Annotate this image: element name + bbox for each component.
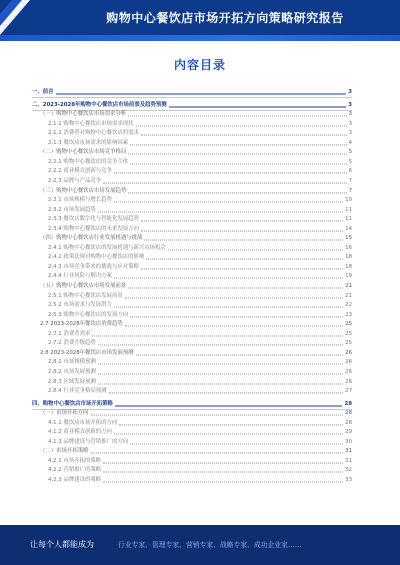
toc-entry[interactable] [48,206,352,215]
toc-entry-text: 4.1.3 品牌建设与营销推广的方向 [48,438,129,445]
toc-page-number: 6 [348,168,352,175]
dot-leader [103,472,343,473]
toc-entry[interactable] [48,225,352,234]
toc-entry[interactable] [48,215,352,224]
toc-entry[interactable] [32,88,352,97]
dot-leader [119,424,343,425]
toc-page-number: 18 [345,263,352,270]
dot-leader [56,94,347,95]
header-accent-band [0,35,400,41]
toc-page-number: 3 [348,89,352,95]
toc-entry[interactable] [48,263,352,272]
toc-page-number: 25 [345,330,352,337]
dot-leader [130,144,346,145]
toc-entry[interactable] [48,120,352,129]
toc-entry-text: 2.4.4 行业风险与解决方案 [48,273,112,280]
toc-entry[interactable] [48,339,352,348]
dot-leader [130,163,346,164]
toc-entry[interactable] [48,387,352,396]
toc-entry[interactable] [48,167,352,176]
toc-page-number: 26 [345,378,352,385]
toc-entry-text: （五）购物中心餐饮店市场发展前景 [40,283,127,289]
toc-entry-text: （四）购物中心餐饮店行业发展机遇与挑战 [40,235,143,242]
dot-leader [128,192,346,193]
footer-bar [0,525,400,565]
toc-page-number: 22 [345,302,352,309]
toc-entry-text: 2.7.1 消费者需求 [48,330,91,337]
toc-page-number: 29 [345,429,352,436]
toc-page-number: 26 [345,359,352,366]
toc-entry[interactable] [48,330,352,339]
toc-page-number: 3 [348,120,352,127]
toc-page-number: 3 [348,130,352,137]
toc-entry-text: 2.7.2 消费升级趋势 [48,340,96,347]
dot-leader [130,316,343,317]
toc-entry[interactable] [48,428,352,437]
toc-page-number: 26 [345,368,352,375]
dot-leader [136,125,347,126]
toc-page-number: 31 [345,448,352,455]
toc-entry[interactable] [40,349,352,358]
toc-entry[interactable] [48,476,352,485]
toc-entry-text: 2.3.2 市场发展趋势 [48,206,96,213]
toc-entry-text: 2.8.2 市场发展预测 [48,368,96,375]
toc-page-number: 31 [345,457,352,464]
dot-leader [103,482,343,483]
dot-leader [146,259,343,260]
toc-entry[interactable] [48,368,352,377]
toc-entry[interactable] [32,101,352,110]
dot-leader [114,278,343,279]
toc-page-number: 30 [345,438,352,445]
toc-entry[interactable] [48,244,352,253]
toc-entry[interactable] [48,438,352,447]
toc-entry[interactable] [48,358,352,367]
toc-page-number: 27 [345,388,352,395]
section-rule [32,97,352,98]
dot-leader [98,345,343,346]
toc-entry[interactable] [48,177,352,186]
toc-page-number: 3 [348,101,352,108]
toc-entry[interactable] [48,466,352,475]
dot-leader [98,364,343,365]
toc-entry[interactable] [40,409,352,418]
toc-entry[interactable] [32,400,352,409]
dot-leader [128,116,346,117]
corner-logo-icon [0,0,40,35]
toc-page-number: 23 [345,311,352,318]
toc-entry-text: （二）市场开拓策略 [40,448,89,455]
toc-entry-text: 2.3.3 餐饮店数字化与智能化发展趋势 [48,216,139,223]
toc-entry[interactable] [48,311,352,320]
dot-leader [98,211,343,212]
header-bar [0,0,400,35]
toc-page-number: 10 [345,197,352,204]
dot-leader [141,135,347,136]
dot-leader [115,405,343,406]
toc-page-number: 3 [348,111,352,118]
toc-entry-text: 2.5.2 市场需求与发展潜力 [48,302,112,309]
toc-entry-text: 2.3.4 购物中心餐饮店的未来发展方向 [48,225,139,232]
toc-entry-text: 2.8.3 区域发展预测 [48,378,96,385]
toc-entry-text: 2.5.3 购物中心餐饮店的发展方向 [48,311,129,318]
toc-entry-text: 2.1.1 购物中心餐饮店市场需求现状 [48,120,134,127]
toc-entry-text: 2.8 2023-2028年餐饮店市场发展预测 [40,349,134,356]
toc-entry-text: 4.2.2 营销推广的策略 [48,467,102,474]
toc-page-number: 15 [345,235,352,242]
toc-page-number: 32 [345,467,352,474]
toc-entry-text: （三）购物中心餐饮店市场发展趋势 [40,187,127,194]
dot-leader [144,240,343,241]
toc-entry-text: 2.2.1 购物中心餐饮店的竞争主体 [48,158,129,165]
toc-entry-text: 2.3.1 市场规模与增长趋势 [48,197,112,204]
toc-entry-text: 2.2.2 商业模式创新与竞争 [48,168,112,175]
toc-entry[interactable] [48,272,352,281]
toc-entry[interactable] [40,320,352,329]
toc-page-number: 25 [345,321,352,328]
dot-leader [114,307,343,308]
toc-entry-text: 2.2.3 品牌与产品竞争 [48,177,102,184]
toc-entry[interactable] [40,187,352,196]
toc-page-number: 25 [345,340,352,347]
toc-entry[interactable] [48,292,352,301]
toc-entry-text: 2.4.1 购物中心餐饮店的发展机遇与新兴市场机会 [48,244,166,251]
dot-leader [141,221,343,222]
toc-entry-text: （一）购物中心餐饮店市场需求分析 [40,111,127,118]
toc-heading: 内容目录 [173,58,226,72]
toc-entry-text: 2.8.4 行业竞争格局预测 [48,388,107,395]
toc-entry-text: 四、购物中心餐饮店市场开拓策略 [32,400,113,407]
toc-entry-text: （二）购物中心餐饮店市场竞争格局 [40,149,127,156]
dot-leader [130,443,343,444]
toc-entry[interactable] [48,196,352,205]
toc-entry[interactable] [40,234,352,243]
dot-leader [103,182,346,183]
toc-entry-text: 4.1.1 餐饮店市场开拓的方向 [48,419,118,426]
dot-leader [141,268,343,269]
toc-entry[interactable] [48,158,352,167]
dot-leader [168,249,343,250]
dot-leader [114,434,343,435]
toc-page-number: 28 [345,419,352,426]
toc-page-number: 28 [345,410,352,417]
toc-page-number: 11 [345,206,352,213]
toc-page-number: 26 [345,349,352,356]
toc-page-number: 14 [345,225,352,232]
dot-leader [98,373,343,374]
toc-entry-text: 二、2023-2028年购物中心餐饮店市场前景及趋势预测 [32,101,167,108]
toc-page-number: 4 [348,139,352,146]
toc-entry[interactable] [48,457,352,466]
toc-page-number: 33 [345,477,352,483]
toc-page-number: 7 [348,177,352,184]
dot-leader [125,297,343,298]
dot-leader [91,415,344,416]
toc-page-number: 21 [345,292,352,299]
toc-page-number: 21 [345,283,352,289]
toc-entry-text: 2.4.2 政策法规对购物中心餐饮店的影响 [48,254,145,261]
toc-page-number: 5 [348,149,352,156]
toc-entry[interactable] [40,148,352,157]
toc-entry-text: 4.2.3 品牌建设的策略 [48,477,102,483]
dot-leader [128,288,343,289]
toc-entry[interactable] [40,282,352,291]
toc-entry[interactable] [48,378,352,387]
toc-entry-text: （一）市场开拓方向 [40,410,89,417]
dot-leader [169,106,347,107]
dot-leader [91,453,344,454]
dot-leader [114,173,347,174]
toc-entry-text: 2.4.3 市场竞争带来的挑战与应对策略 [48,263,139,270]
toc-page-number: 11 [345,216,352,223]
toc-entry-text: 2.1.3 餐饮店市场需求的影响因素 [48,139,129,146]
toc-entry-text: 2.5.1 购物中心餐饮店发展前景 [48,292,123,299]
dot-leader [103,462,343,463]
toc-entry[interactable] [48,301,352,310]
toc-entry-text: 2.7 2023-2028年餐饮店消费趋势 [40,321,123,328]
toc-entry[interactable] [40,110,352,119]
toc-entry[interactable] [48,129,352,138]
dot-leader [141,230,343,231]
dot-leader [125,326,343,327]
dot-leader [109,393,344,394]
footer-slogan: 让每个人都能成为 [30,540,94,549]
toc-entry-text: 4.1.2 商业模式创新的方向 [48,429,112,436]
dot-leader [98,383,343,384]
toc-page-number: 28 [344,400,352,407]
toc-page-number: 7 [348,187,352,194]
dot-leader [92,335,343,336]
toc-page-number: 5 [348,158,352,165]
toc-entry[interactable] [48,253,352,262]
toc-entry-text: 4.2.1 市场开拓的策略 [48,457,102,464]
dot-leader [128,154,346,155]
toc-entry[interactable] [48,139,352,148]
toc-entry-text: 一、前言 [32,89,54,95]
toc-page-number: 19 [345,273,352,280]
toc-entry[interactable] [40,447,352,456]
toc-page-number: 16 [345,244,352,251]
toc-entry-text: 2.1.2 消费者对购物中心餐饮店的需求 [48,130,139,137]
toc-page-number: 18 [345,254,352,261]
toc-entry[interactable] [48,419,352,428]
dot-leader [136,354,344,355]
toc-entry-text: 2.8.1 市场规模预测 [48,359,96,366]
footer-roles: 行业专家、管理专家、营销专家、战略专家、成功企业家…… [118,541,302,549]
dot-leader [114,202,343,203]
report-title: 购物中心餐饮店市场开拓方向策略研究报告 [106,11,344,25]
